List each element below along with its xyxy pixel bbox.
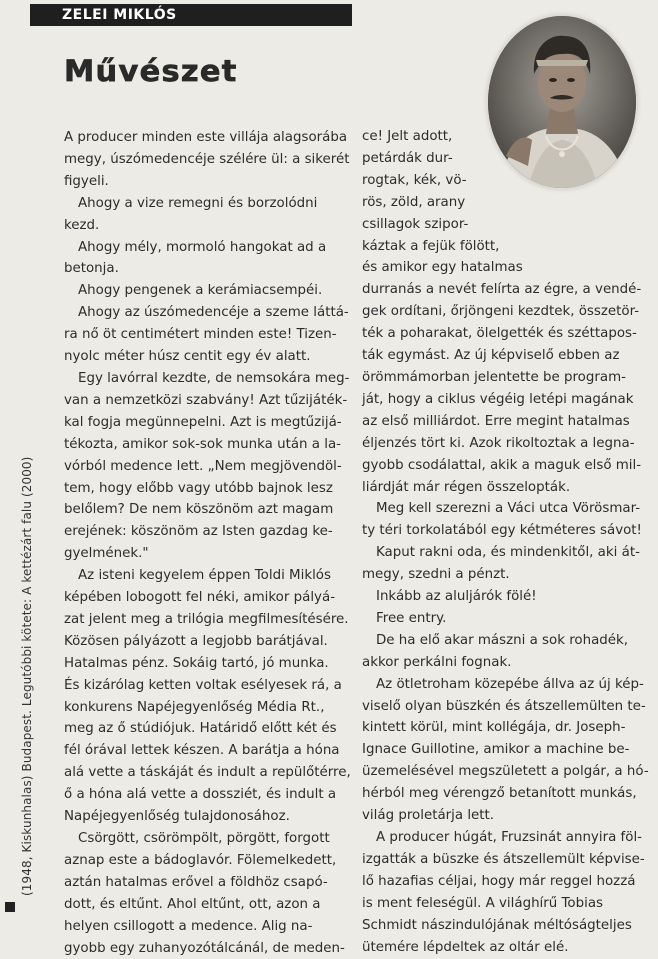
paragraph (362, 498, 652, 542)
text-line: alá vette a táskáját és indult a repülőtérre, (64, 765, 351, 781)
text-line: petárdák dur- (362, 150, 453, 166)
text-line: viselő olyan büszkén és átszellemülten te- (362, 698, 646, 714)
text-line: durranás a nevét felírta az égre, a vendé- (362, 282, 642, 298)
paragraph (64, 368, 348, 565)
text-line: káztak a fejük fölött, (362, 238, 500, 254)
text-line: ce! Jelt adott, (362, 129, 453, 144)
text-line: Kaput rakni oda, és mindenkitől, aki át- (376, 545, 640, 561)
text-line: csillagok szipor- (362, 216, 469, 232)
text-line: Ignace Guillotine, amikor a machine be- (362, 742, 630, 758)
text-line: ták egymást. Az új képviselő ebben az (362, 348, 620, 364)
text-line: ty téri torkolatából egy kétméteres sávot! (362, 523, 642, 539)
text-line: ő a hóna alá vette a dossziét, és indult a (64, 787, 337, 803)
text-line: Free entry. (376, 610, 447, 626)
text-line: erejének: köszönöm az Isten gazdag ke- (64, 524, 333, 540)
text-line: akkor perkálni fognak. (362, 654, 512, 670)
paragraph (362, 126, 652, 498)
text-line: dott, és eltűnt. Ahol eltűnt, ott, azon a (64, 896, 321, 912)
text-line: gyobb egy zuhanyozótálcánál, de meden- (64, 940, 345, 956)
text-line: fél órával lettek készen. A barátja a hóna (64, 743, 340, 759)
text-line: gek ordítani, őrjöngeni kezdtek, összetör- (362, 304, 640, 320)
text-line: hérból meg vérengző betanított munkás, (362, 786, 637, 802)
text-line: kezd. (64, 217, 100, 233)
text-line: Ahogy mély, mormoló hangokat ad a (78, 239, 327, 255)
text-line: képében lobogott fel néki, amikor pályá- (64, 590, 336, 606)
paragraph (362, 674, 652, 827)
paragraph (362, 586, 652, 608)
paragraph (362, 542, 652, 586)
text-line: Csörgött, csörömpölt, pörgött, forgott (78, 831, 330, 846)
text-line: kal fogja megünnepelni. Azt is megtűzijá- (64, 414, 342, 430)
text-line: gyobb csodálattal, akik a maguk első mil- (362, 457, 642, 473)
text-line: izgatták a büszke és átszellemült képvise- (362, 851, 645, 867)
paragraph (64, 237, 348, 281)
text-line: tékozta, amikor sok-sok munka után a la- (64, 436, 341, 452)
text-line: az első milliárdot. Erre megint hatalmas (362, 413, 630, 429)
text-line: zat jelent meg a trilógia megfilmesítésére. (64, 611, 349, 627)
text-line: ját, hogy a ciklus végéig letépi magának (362, 391, 634, 407)
text-line: Ahogy az úszómedencéje a szeme láttá- (78, 305, 349, 321)
text-line: van a nemzetközi szabvány! Azt tűzijáték- (64, 392, 348, 408)
text-line: vórból medence lett. „Nem megjövendöl- (64, 458, 342, 474)
text-line: Inkább az aluljárók fölé! (376, 589, 537, 605)
text-line: Egy lavórral kezdte, de nemsokára meg- (78, 370, 350, 386)
text-line: Meg kell szerezni a Váci utca Vörösmar- (376, 501, 641, 517)
text-line: De ha elő akar mászni a sok rohadék, (376, 632, 629, 648)
text-line: aztán hatalmas erővel a földhöz csapó- (64, 874, 328, 890)
paragraph (362, 630, 652, 674)
text-line: ütemére lépdeltek az oltár elé. (362, 939, 569, 955)
text-line: Az ötletroham közepébe állva az új kép- (376, 676, 644, 692)
text-line: rogtak, kék, vö- (362, 172, 467, 188)
text-line: betonja. (64, 261, 119, 277)
author-bio-caption: (1948, Kiskunhalas) Budapest. Legutóbbi kötete: A kettézárt falu (2000) (20, 456, 34, 896)
paragraph (64, 302, 348, 368)
text-line: konkurens Napéjegyenlőség Média Rt., (64, 699, 325, 715)
text-line: örömmámorban jelentette be program- (362, 369, 626, 385)
text-line: megy, úszómedencéje szélére ül: a sikerét (64, 151, 350, 167)
text-line: üzemelésével megszületett a polgár, a hó- (362, 764, 649, 780)
text-line: meg az ő stúdiójuk. Határidő előtt két és (64, 721, 337, 737)
text-line: Ahogy a vize remegni és borzolódni (78, 195, 318, 211)
text-line: A producer minden este villája alagsorába (64, 130, 348, 145)
paragraph (64, 127, 348, 193)
text-line: belőlem? De nem köszönöm azt magam (64, 502, 334, 518)
text-line: aznap este a bádoglavór. Fölemelkedett, (64, 852, 337, 868)
side-caption (4, 40, 34, 940)
text-line: megy, szedni a pénzt. (362, 567, 510, 583)
text-line: Schmidt nászindulójának méltóságteljes (362, 917, 632, 933)
text-line: Napéjegyenlőség tulajdonosához. (64, 809, 290, 825)
text-line: világ proletárja lett. (362, 808, 495, 824)
text-line: és amikor egy hatalmas (362, 260, 523, 276)
text-line: éljenzés tört ki. Azok rikoltoztak a legna- (362, 435, 635, 451)
paragraph (64, 280, 348, 302)
text-line: nyolc méter húsz centit egy év alatt. (64, 349, 311, 365)
text-line: A producer húgát, Fruzsinát annyira föl- (376, 830, 643, 845)
text-line: Ahogy pengenek a kerámiacsempéi. (78, 283, 323, 299)
text-line: gyelmének." (64, 546, 149, 562)
right-text-column (362, 126, 652, 958)
text-line: Hatalmas pénz. Sokáig tartó, jó munka. (64, 655, 329, 671)
article-title: Művészet (64, 54, 238, 88)
text-line: tem, hogy előbb vagy utóbb bajnok lesz (64, 480, 333, 496)
text-line: És kizárólag ketten voltak esélyesek rá, a (64, 677, 342, 693)
bullet-square-icon (5, 902, 15, 912)
text-line: figyeli. (64, 173, 109, 189)
author-name: ZELEI MIKLÓS (62, 7, 177, 23)
text-line: rös, zöld, arany (362, 194, 466, 210)
paragraph (64, 565, 351, 828)
text-line: Az isteni kegyelem éppen Toldi Miklós (78, 568, 331, 584)
text-line: helyen csillogott a medence. Alig na- (64, 918, 313, 934)
left-text-column (64, 127, 351, 959)
text-line: liárdját már régen összelopták. (362, 479, 571, 495)
text-line: Közösen pályázott a legjobb barátjával. (64, 633, 328, 649)
paragraph (362, 608, 652, 630)
text-line: is ment feleségül. A világhírű Tobias (362, 895, 604, 911)
paragraph (64, 193, 348, 237)
text-line: ték a poharakat, ölelgették és széttapos- (362, 326, 637, 342)
paragraph (362, 827, 652, 958)
text-line: lő hazafias céljai, hogy már reggel hozzá (362, 873, 636, 889)
paragraph (64, 828, 348, 959)
text-line: ra nő öt centimétert minden este! Tizen- (64, 327, 337, 343)
author-header (30, 4, 352, 26)
text-line: kintett körül, mint kollégája, dr. Joseph- (362, 720, 626, 736)
